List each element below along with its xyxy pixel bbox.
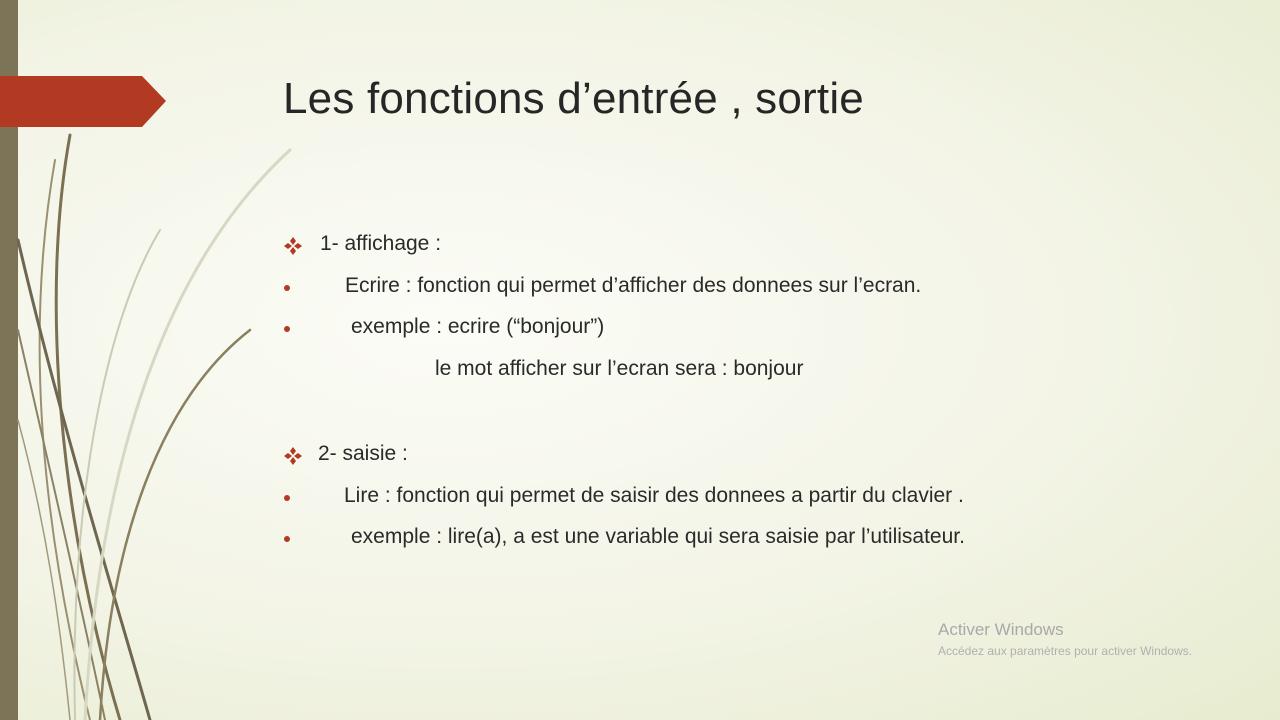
section-1-heading: 1- affichage :: [320, 232, 442, 255]
activate-windows-title: Activer Windows: [938, 620, 1064, 639]
diamond-bullet-icon: [283, 236, 303, 256]
section-2-line-2: exemple : lire(a), a est une variable qui sera saisie par l’utilisateur.: [351, 525, 965, 548]
section-1-line-2: exemple : ecrire (“bonjour”): [351, 315, 605, 338]
section-2-line-1: Lire : fonction qui permet de saisir des donnees a partir du clavier .: [344, 484, 964, 507]
section-1-line-1: Ecrire : fonction qui permet d’afficher des donnees sur l’ecran.: [345, 274, 922, 297]
activate-windows-subtitle: Accédez aux paramètres pour activer Windows.: [938, 644, 1193, 658]
section-2-heading: 2- saisie :: [318, 442, 408, 465]
bullet-dot-icon: [284, 326, 290, 332]
bullet-dot-icon: [284, 536, 290, 542]
diamond-bullet-icon: [283, 446, 303, 466]
section-1-line-3: le mot afficher sur l’ecran sera : bonjour: [435, 357, 804, 380]
slide-title: Les fonctions d’entrée , sortie: [283, 74, 864, 123]
arrow-tab-shape: [0, 0, 180, 140]
bullet-dot-icon: [284, 285, 290, 291]
bullet-dot-icon: [284, 495, 290, 501]
